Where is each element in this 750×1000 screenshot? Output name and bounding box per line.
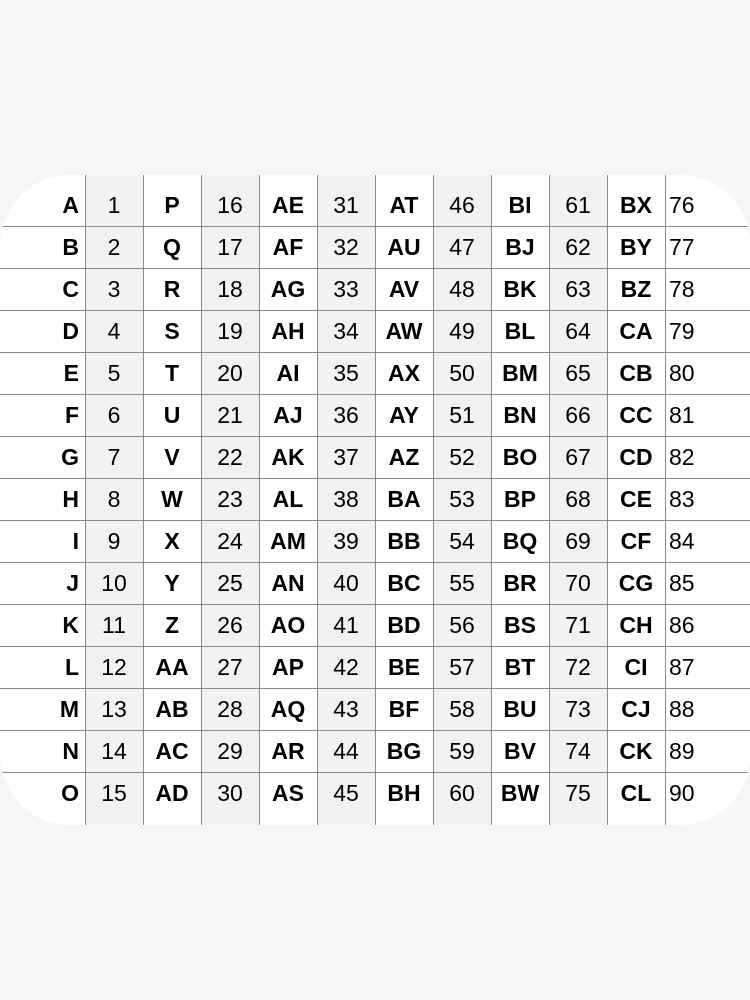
number-cell: 72 bbox=[565, 654, 591, 680]
number-cell: 76 bbox=[669, 192, 695, 218]
number-cell: 11 bbox=[102, 612, 126, 638]
number-cell: 71 bbox=[565, 612, 591, 638]
number-cell: 16 bbox=[217, 192, 243, 218]
number-cell: 57 bbox=[449, 654, 475, 680]
letter-cell: CF bbox=[620, 528, 652, 554]
letter-cell: T bbox=[164, 360, 180, 386]
number-cell: 66 bbox=[565, 402, 591, 428]
letter-cell: AI bbox=[276, 360, 300, 386]
number-cell: 7 bbox=[107, 444, 121, 470]
number-cell: 25 bbox=[217, 570, 243, 596]
letter-cell: AL bbox=[272, 486, 304, 512]
table-row bbox=[0, 395, 750, 437]
letter-cell: BF bbox=[388, 696, 420, 722]
letter-cell: AO bbox=[270, 612, 306, 638]
letter-cell: BR bbox=[503, 570, 537, 596]
number-cell: 53 bbox=[449, 486, 475, 512]
number-cell: 31 bbox=[333, 192, 359, 218]
letter-cell: BZ bbox=[620, 276, 652, 302]
letter-cell: AX bbox=[388, 360, 420, 386]
letter-cell: C bbox=[62, 276, 79, 302]
number-cell: 56 bbox=[449, 612, 475, 638]
letter-cell: AY bbox=[389, 402, 419, 428]
number-cell: 37 bbox=[333, 444, 359, 470]
number-cell: 9 bbox=[107, 528, 121, 554]
table-row bbox=[0, 773, 750, 815]
number-cell: 4 bbox=[107, 318, 121, 344]
letter-cell: U bbox=[163, 402, 181, 428]
letter-cell: B bbox=[62, 234, 79, 260]
number-cell: 22 bbox=[217, 444, 243, 470]
letter-cell: CE bbox=[620, 486, 652, 512]
letter-cell: O bbox=[61, 780, 79, 806]
letter-cell: K bbox=[62, 612, 79, 638]
table-row bbox=[0, 563, 750, 605]
letter-cell: P bbox=[164, 192, 180, 218]
letter-cell: BE bbox=[388, 654, 420, 680]
letter-cell: BM bbox=[502, 360, 538, 386]
letter-cell: BL bbox=[504, 318, 536, 344]
letter-cell: AR bbox=[271, 738, 305, 764]
number-cell: 38 bbox=[333, 486, 359, 512]
number-cell: 80 bbox=[669, 360, 695, 386]
number-cell: 62 bbox=[565, 234, 591, 260]
letter-cell: AT bbox=[389, 192, 419, 218]
number-cell: 20 bbox=[217, 360, 243, 386]
number-cell: 45 bbox=[333, 780, 359, 806]
letter-cell: J bbox=[66, 570, 79, 596]
letter-cell: CK bbox=[619, 738, 653, 764]
letter-cell: BA bbox=[387, 486, 421, 512]
number-cell: 73 bbox=[565, 696, 591, 722]
table-row bbox=[0, 521, 750, 563]
letter-cell: BB bbox=[387, 528, 421, 554]
number-cell: 41 bbox=[333, 612, 359, 638]
letter-cell: N bbox=[62, 738, 79, 764]
number-cell: 88 bbox=[669, 696, 695, 722]
table-row bbox=[0, 731, 750, 773]
number-cell: 34 bbox=[333, 318, 359, 344]
letter-cell: AZ bbox=[388, 444, 420, 470]
number-cell: 1 bbox=[107, 192, 121, 218]
table-row bbox=[0, 479, 750, 521]
letter-cell: BG bbox=[386, 738, 422, 764]
letter-number-table-sticker bbox=[0, 175, 750, 825]
letter-cell: AA bbox=[155, 654, 189, 680]
letter-cell: AB bbox=[155, 696, 189, 722]
number-cell: 46 bbox=[449, 192, 475, 218]
letter-cell: R bbox=[163, 276, 181, 302]
letter-cell: X bbox=[164, 528, 180, 554]
number-cell: 14 bbox=[101, 738, 127, 764]
letter-cell: AM bbox=[270, 528, 306, 554]
number-cell: 85 bbox=[669, 570, 695, 596]
letter-cell: CG bbox=[618, 570, 654, 596]
number-cell: 13 bbox=[101, 696, 127, 722]
number-cell: 30 bbox=[217, 780, 243, 806]
letter-cell: CI bbox=[624, 654, 648, 680]
letter-number-grid bbox=[0, 185, 750, 815]
number-cell: 52 bbox=[449, 444, 475, 470]
table-row bbox=[0, 605, 750, 647]
letter-cell: CJ bbox=[621, 696, 651, 722]
number-cell: 69 bbox=[565, 528, 591, 554]
letter-cell: CA bbox=[619, 318, 653, 344]
table-row bbox=[0, 647, 750, 689]
table-row bbox=[0, 185, 750, 227]
letter-cell: AN bbox=[271, 570, 305, 596]
number-cell: 24 bbox=[217, 528, 243, 554]
letter-cell: I bbox=[72, 528, 79, 554]
number-cell: 23 bbox=[217, 486, 243, 512]
number-cell: 44 bbox=[333, 738, 359, 764]
number-cell: 89 bbox=[669, 738, 695, 764]
letter-cell: AD bbox=[155, 780, 189, 806]
letter-cell: CB bbox=[619, 360, 653, 386]
number-cell: 36 bbox=[333, 402, 359, 428]
number-cell: 40 bbox=[333, 570, 359, 596]
number-cell: 3 bbox=[107, 276, 121, 302]
number-cell: 15 bbox=[101, 780, 127, 806]
letter-cell: BV bbox=[504, 738, 536, 764]
letter-cell: S bbox=[164, 318, 180, 344]
letter-cell: BX bbox=[620, 192, 652, 218]
number-cell: 54 bbox=[449, 528, 475, 554]
number-cell: 17 bbox=[217, 234, 243, 260]
number-cell: 82 bbox=[669, 444, 695, 470]
letter-cell: CD bbox=[619, 444, 653, 470]
letter-cell: AV bbox=[388, 276, 420, 302]
table-row bbox=[0, 353, 750, 395]
letter-cell: BD bbox=[387, 612, 421, 638]
letter-cell: G bbox=[61, 444, 79, 470]
letter-cell: AG bbox=[270, 276, 306, 302]
number-cell: 19 bbox=[217, 318, 243, 344]
letter-cell: H bbox=[62, 486, 79, 512]
number-cell: 39 bbox=[333, 528, 359, 554]
letter-cell: CH bbox=[619, 612, 653, 638]
number-cell: 27 bbox=[217, 654, 243, 680]
letter-cell: W bbox=[161, 486, 183, 512]
letter-cell: V bbox=[164, 444, 180, 470]
number-cell: 48 bbox=[449, 276, 475, 302]
letter-cell: BO bbox=[502, 444, 538, 470]
letter-cell: BP bbox=[504, 486, 536, 512]
number-cell: 64 bbox=[565, 318, 591, 344]
letter-cell: AQ bbox=[270, 696, 306, 722]
number-cell: 55 bbox=[449, 570, 475, 596]
number-cell: 78 bbox=[669, 276, 695, 302]
letter-cell: L bbox=[64, 654, 79, 680]
letter-cell: BI bbox=[508, 192, 532, 218]
letter-cell: BT bbox=[504, 654, 536, 680]
letter-cell: CL bbox=[620, 780, 652, 806]
number-cell: 28 bbox=[217, 696, 243, 722]
number-cell: 81 bbox=[669, 402, 695, 428]
number-cell: 50 bbox=[449, 360, 475, 386]
number-cell: 90 bbox=[669, 780, 695, 806]
letter-cell: AJ bbox=[273, 402, 303, 428]
letter-cell: AS bbox=[272, 780, 304, 806]
letter-cell: AU bbox=[387, 234, 421, 260]
letter-cell: BJ bbox=[505, 234, 535, 260]
number-cell: 21 bbox=[217, 402, 243, 428]
number-cell: 67 bbox=[565, 444, 591, 470]
number-cell: 58 bbox=[449, 696, 475, 722]
number-cell: 84 bbox=[669, 528, 695, 554]
letter-cell: AE bbox=[272, 192, 304, 218]
number-cell: 29 bbox=[217, 738, 243, 764]
letter-cell: F bbox=[64, 402, 79, 428]
number-cell: 18 bbox=[217, 276, 243, 302]
number-cell: 32 bbox=[333, 234, 359, 260]
number-cell: 70 bbox=[565, 570, 591, 596]
letter-cell: D bbox=[62, 318, 79, 344]
number-cell: 49 bbox=[449, 318, 475, 344]
table-row bbox=[0, 269, 750, 311]
letter-cell: BQ bbox=[502, 528, 538, 554]
number-cell: 75 bbox=[565, 780, 591, 806]
number-cell: 83 bbox=[669, 486, 695, 512]
letter-cell: BC bbox=[387, 570, 421, 596]
number-cell: 5 bbox=[107, 360, 121, 386]
number-cell: 6 bbox=[107, 402, 121, 428]
number-cell: 43 bbox=[333, 696, 359, 722]
number-cell: 65 bbox=[565, 360, 591, 386]
number-cell: 87 bbox=[669, 654, 695, 680]
number-cell: 8 bbox=[107, 486, 121, 512]
table-row bbox=[0, 227, 750, 269]
letter-cell: BY bbox=[620, 234, 652, 260]
letter-cell: AW bbox=[385, 318, 423, 344]
number-cell: 59 bbox=[449, 738, 475, 764]
number-cell: 47 bbox=[449, 234, 475, 260]
letter-cell: M bbox=[59, 696, 79, 722]
number-cell: 51 bbox=[449, 402, 475, 428]
number-cell: 35 bbox=[333, 360, 359, 386]
number-cell: 61 bbox=[565, 192, 591, 218]
table-row bbox=[0, 689, 750, 731]
letter-cell: AH bbox=[271, 318, 305, 344]
number-cell: 33 bbox=[333, 276, 359, 302]
letter-cell: Z bbox=[164, 612, 180, 638]
number-cell: 42 bbox=[333, 654, 359, 680]
number-cell: 77 bbox=[669, 234, 695, 260]
letter-cell: BW bbox=[500, 780, 540, 806]
letter-cell: AC bbox=[155, 738, 189, 764]
letter-cell: Y bbox=[164, 570, 180, 596]
number-cell: 2 bbox=[107, 234, 121, 260]
number-cell: 26 bbox=[217, 612, 243, 638]
number-cell: 79 bbox=[669, 318, 695, 344]
letter-cell: AP bbox=[272, 654, 304, 680]
number-cell: 63 bbox=[565, 276, 591, 302]
letter-cell: BU bbox=[503, 696, 537, 722]
number-cell: 60 bbox=[449, 780, 475, 806]
letter-cell: BK bbox=[503, 276, 537, 302]
table-row bbox=[0, 311, 750, 353]
letter-cell: CC bbox=[619, 402, 653, 428]
letter-cell: BN bbox=[503, 402, 537, 428]
letter-cell: AF bbox=[272, 234, 304, 260]
letter-cell: AK bbox=[271, 444, 305, 470]
letter-cell: BH bbox=[387, 780, 421, 806]
number-cell: 10 bbox=[101, 570, 127, 596]
letter-cell: E bbox=[63, 360, 79, 386]
letter-cell: Q bbox=[163, 234, 181, 260]
number-cell: 74 bbox=[565, 738, 591, 764]
letter-cell: BS bbox=[504, 612, 536, 638]
number-cell: 12 bbox=[101, 654, 127, 680]
table-row bbox=[0, 437, 750, 479]
number-cell: 86 bbox=[669, 612, 695, 638]
letter-cell: A bbox=[62, 192, 79, 218]
number-cell: 68 bbox=[565, 486, 591, 512]
